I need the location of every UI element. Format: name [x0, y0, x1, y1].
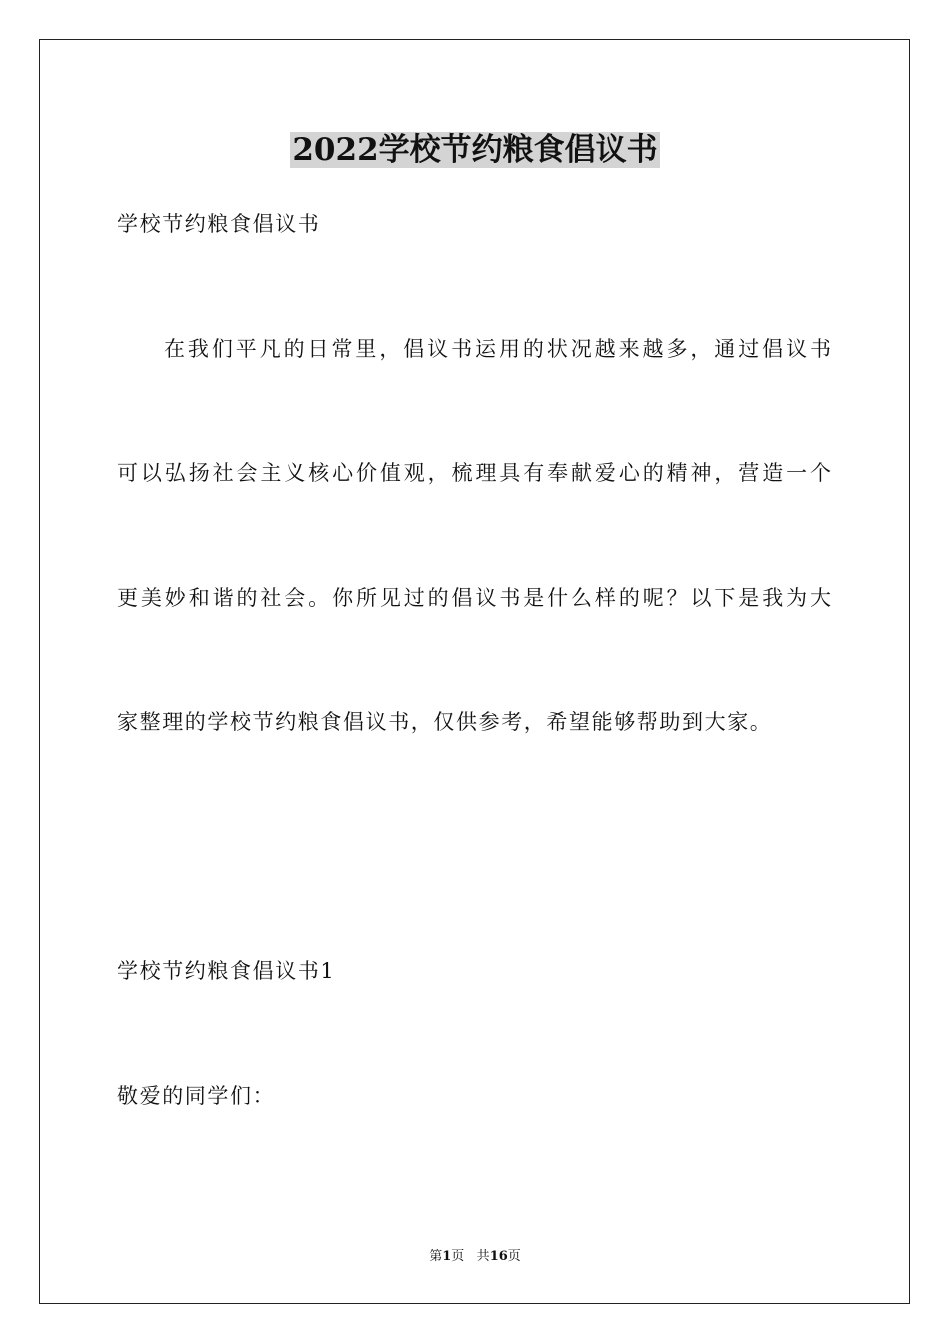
- footer-total-prefix: 共: [476, 1249, 490, 1264]
- document-title-text: 2022学校节约粮食倡议书: [292, 132, 658, 168]
- section-heading: 学校节约粮食倡议书1: [117, 959, 336, 983]
- intro-line-1: 在我们平凡的日常里，倡议书运用的状况越来越多，通过倡议书: [164, 337, 831, 361]
- page-footer: [0, 1248, 950, 1266]
- intro-line-2: 可以弘扬社会主义核心价值观，梳理具有奉献爱心的精神，营造一个: [117, 461, 831, 485]
- intro-line-3: 更美妙和谐的社会。你所见过的倡议书是什么样的呢？以下是我为大: [117, 586, 831, 610]
- intro-line-4: 家整理的学校节约粮食倡议书，仅供参考，希望能够帮助到大家。: [117, 710, 773, 734]
- footer-total-unit: 页: [507, 1249, 521, 1264]
- footer-page-current: 1: [442, 1249, 452, 1264]
- footer-page-unit: 页: [451, 1249, 465, 1264]
- footer-page-total: 16: [489, 1249, 508, 1264]
- footer-page-prefix: 第: [429, 1249, 443, 1264]
- document-subtitle: 学校节约粮食倡议书: [117, 212, 321, 236]
- document-title: [0, 128, 950, 172]
- salutation: 敬爱的同学们：: [117, 1084, 276, 1108]
